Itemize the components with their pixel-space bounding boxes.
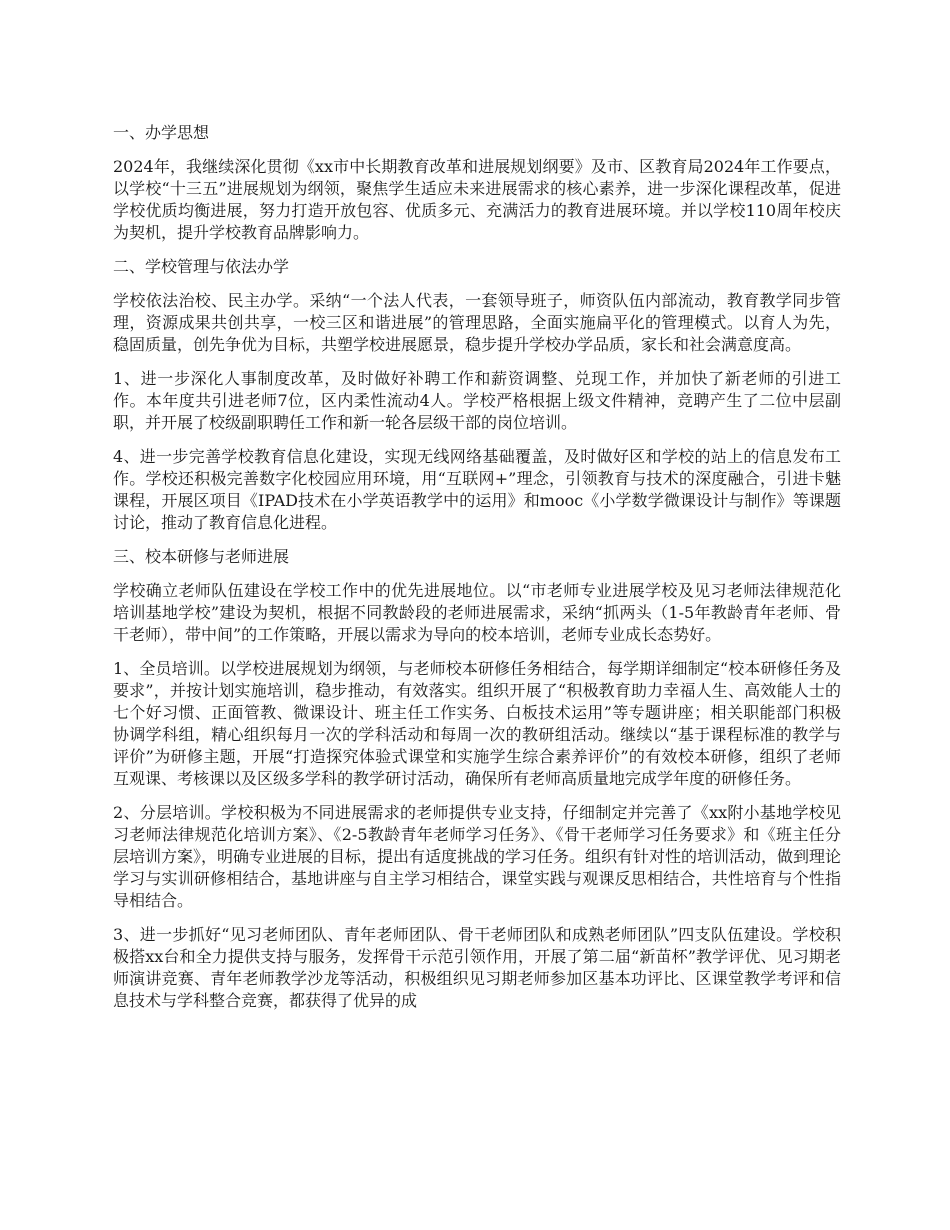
document-page xyxy=(113,122,841,1024)
paragraph-philosophy: 2024年，我继续深化贯彻《xx市中长期教育改革和进展规划纲要》及市、区教育局2024年工作要点，以学校“十三五”进展规划为纲领，聚焦学生适应未来进展需求的核心素养，进一步深化课程改革，促进学校优质均衡进展，努力打造开放包容、优质多元、充满活力的教育进展环境。并以学校110周年校庆为契机，提升学校教育品牌影响力。 xyxy=(113,157,841,242)
paragraph-teacher-development-intro: 学校确立老师队伍建设在学校工作中的优先进展地位。以“市老师专业进展学校及见习老师法律规范化培训基地学校”建设为契机，根据不同教龄段的老师进展需求，采纳“抓两头（1-5年教龄青年老师、骨干老师），带中间”的工作策略，开展以需求为导向的校本培训，老师专业成长态势好。 xyxy=(113,581,841,644)
paragraph-full-staff-training: 1、全员培训。以学校进展规划为纲领，与老师校本研修任务相结合，每学期详细制定“校本研修任务及要求”，并按计划实施培训，稳步推动，有效落实。组织开展了“积极教育助力幸福人生、高效能人士的七个好习惯、正面管教、微课设计、班主任工作实务、白板技术运用”等专题讲座；相关职能部门积极协调学科组，精心组织每月一次的学科活动和每周一次的教研组活动。继续以“基于课程标准的教学与评价”为研修主题，开展“打造探究体验式课堂和实施学生综合素养评价”的有效校本研修，组织了老师互观课、考核课以及区级多学科的教学研讨活动，确保所有老师高质量地完成学年度的研修任务。 xyxy=(113,659,841,788)
section-heading-teacher-development: 三、校本研修与老师进展 xyxy=(113,547,290,566)
paragraph-team-building: 3、进一步抓好“见习老师团队、青年老师团队、骨干老师团队和成熟老师团队”四支队伍建设。学校积极搭xx台和全力提供支持与服务，发挥骨干示范引领作用，开展了第二届“新苗杯”教学评优、见习期老师演讲竞赛、青年老师教学沙龙等活动，积极组织见习期老师参加区基本功评比、区课堂教学考评和信息技术与学科整合竞赛，都获得了优异的成 xyxy=(113,925,841,1010)
section-heading-philosophy: 一、办学思想 xyxy=(113,123,210,142)
section-heading-management: 二、学校管理与依法办学 xyxy=(113,257,290,276)
paragraph-informatization: 4、进一步完善学校教育信息化建设，实现无线网络基础覆盖，及时做好区和学校的站上的信息发布工作。学校还积极完善数字化校园应用环境，用“互联网+”理念，引领教育与技术的深度融合，引进卡魅课程，开展区项目《IPAD技术在小学英语教学中的运用》和mooc《小学数学微课设计与制作》等课题讨论，推动了教育信息化进程。 xyxy=(113,447,841,532)
paragraph-personnel-reform: 1、进一步深化人事制度改革，及时做好补聘工作和薪资调整、兑现工作，并加快了新老师的引进工作。本年度共引进老师7位，区内柔性流动4人。学校严格根据上级文件精神，竞聘产生了二位中层副职，并开展了校级副职聘任工作和新一轮各层级干部的岗位培训。 xyxy=(113,369,841,432)
paragraph-tiered-training: 2、分层培训。学校积极为不同进展需求的老师提供专业支持，仔细制定并完善了《xx附小基地学校见习老师法律规范化培训方案》、《2-5教龄青年老师学习任务》、《骨干老师学习任务要求》和《班主任分层培训方案》，明确专业进展的目标，提出有适度挑战的学习任务。组织有针对性的培训活动，做到理论学习与实训研修相结合，基地讲座与自主学习相结合，课堂实践与观课反思相结合，共性培育与个性指导相结合。 xyxy=(113,803,842,910)
paragraph-management-intro: 学校依法治校、民主办学。采纳“一个法人代表，一套领导班子，师资队伍内部流动，教育教学同步管理，资源成果共创共享，一校三区和谐进展”的管理思路，全面实施扁平化的管理模式。以育人为先，稳固质量，创先争优为目标，共塑学校进展愿景，稳步提升学校办学品质，家长和社会满意度高。 xyxy=(113,291,841,354)
